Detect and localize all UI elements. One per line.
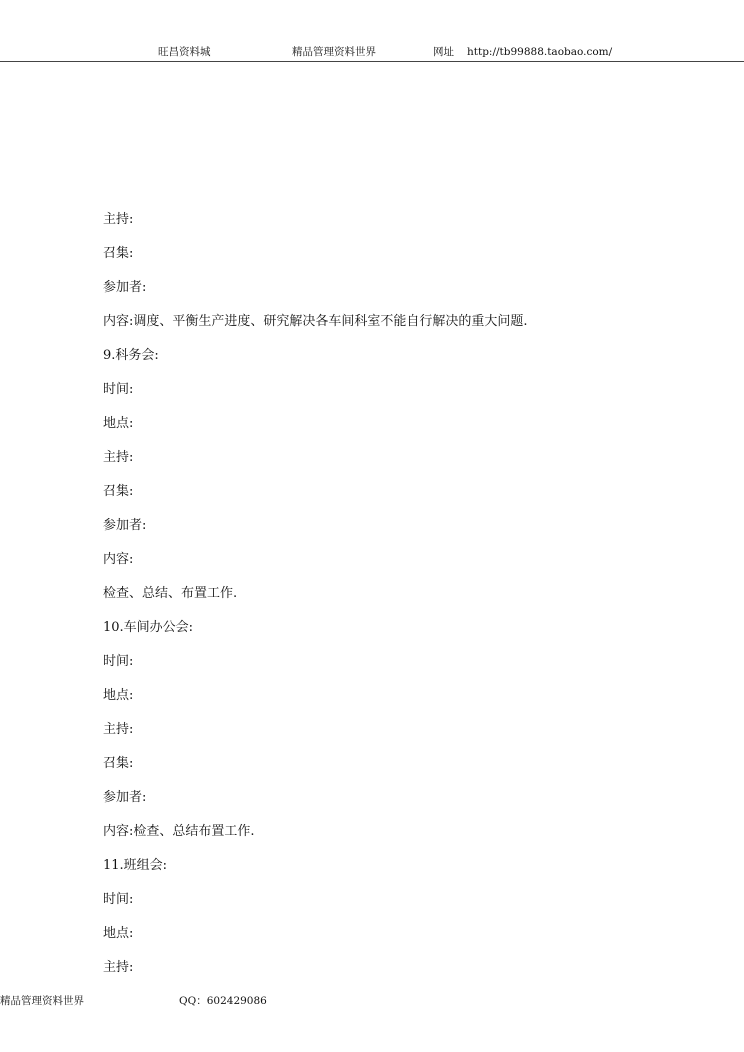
text-line: 时间: — [103, 382, 134, 397]
section-heading: 10.车间办公会: — [103, 620, 194, 635]
page-header — [0, 0, 744, 62]
header-url-label: 网址 — [433, 46, 454, 58]
text-line: 主持: — [103, 450, 134, 465]
footer-qq: QQ：602429086 — [179, 995, 267, 1007]
section-heading: 9.科务会: — [103, 348, 159, 363]
footer-site-name: 精品管理资料世界 — [0, 995, 84, 1007]
text-line: 主持: — [103, 722, 134, 737]
text-line: 内容:检查、总结布置工作. — [103, 824, 255, 839]
header-shop-name: 旺昌资料城 — [158, 46, 211, 58]
header-url-link[interactable]: http://tb99888.taobao.com/ — [467, 46, 613, 58]
text-line: 时间: — [103, 654, 134, 669]
text-line: 内容:调度、平衡生产进度、研究解决各车间科室不能自行解决的重大问题. — [103, 314, 528, 329]
text-line: 参加者: — [103, 790, 147, 805]
text-line: 地点: — [103, 688, 134, 703]
text-line: 参加者: — [103, 280, 147, 295]
text-line: 参加者: — [103, 518, 147, 533]
text-line: 召集: — [103, 484, 134, 499]
text-line: 时间: — [103, 892, 134, 907]
text-line: 地点: — [103, 926, 134, 941]
text-line: 主持: — [103, 212, 134, 227]
text-line: 内容: — [103, 552, 134, 567]
header-site-name: 精品管理资料世界 — [292, 46, 376, 58]
text-line: 检查、总结、布置工作. — [103, 586, 238, 601]
text-line: 主持: — [103, 960, 134, 975]
section-heading: 11.班组会: — [103, 858, 168, 873]
text-line: 召集: — [103, 246, 134, 261]
text-line: 地点: — [103, 416, 134, 431]
text-line: 召集: — [103, 756, 134, 771]
